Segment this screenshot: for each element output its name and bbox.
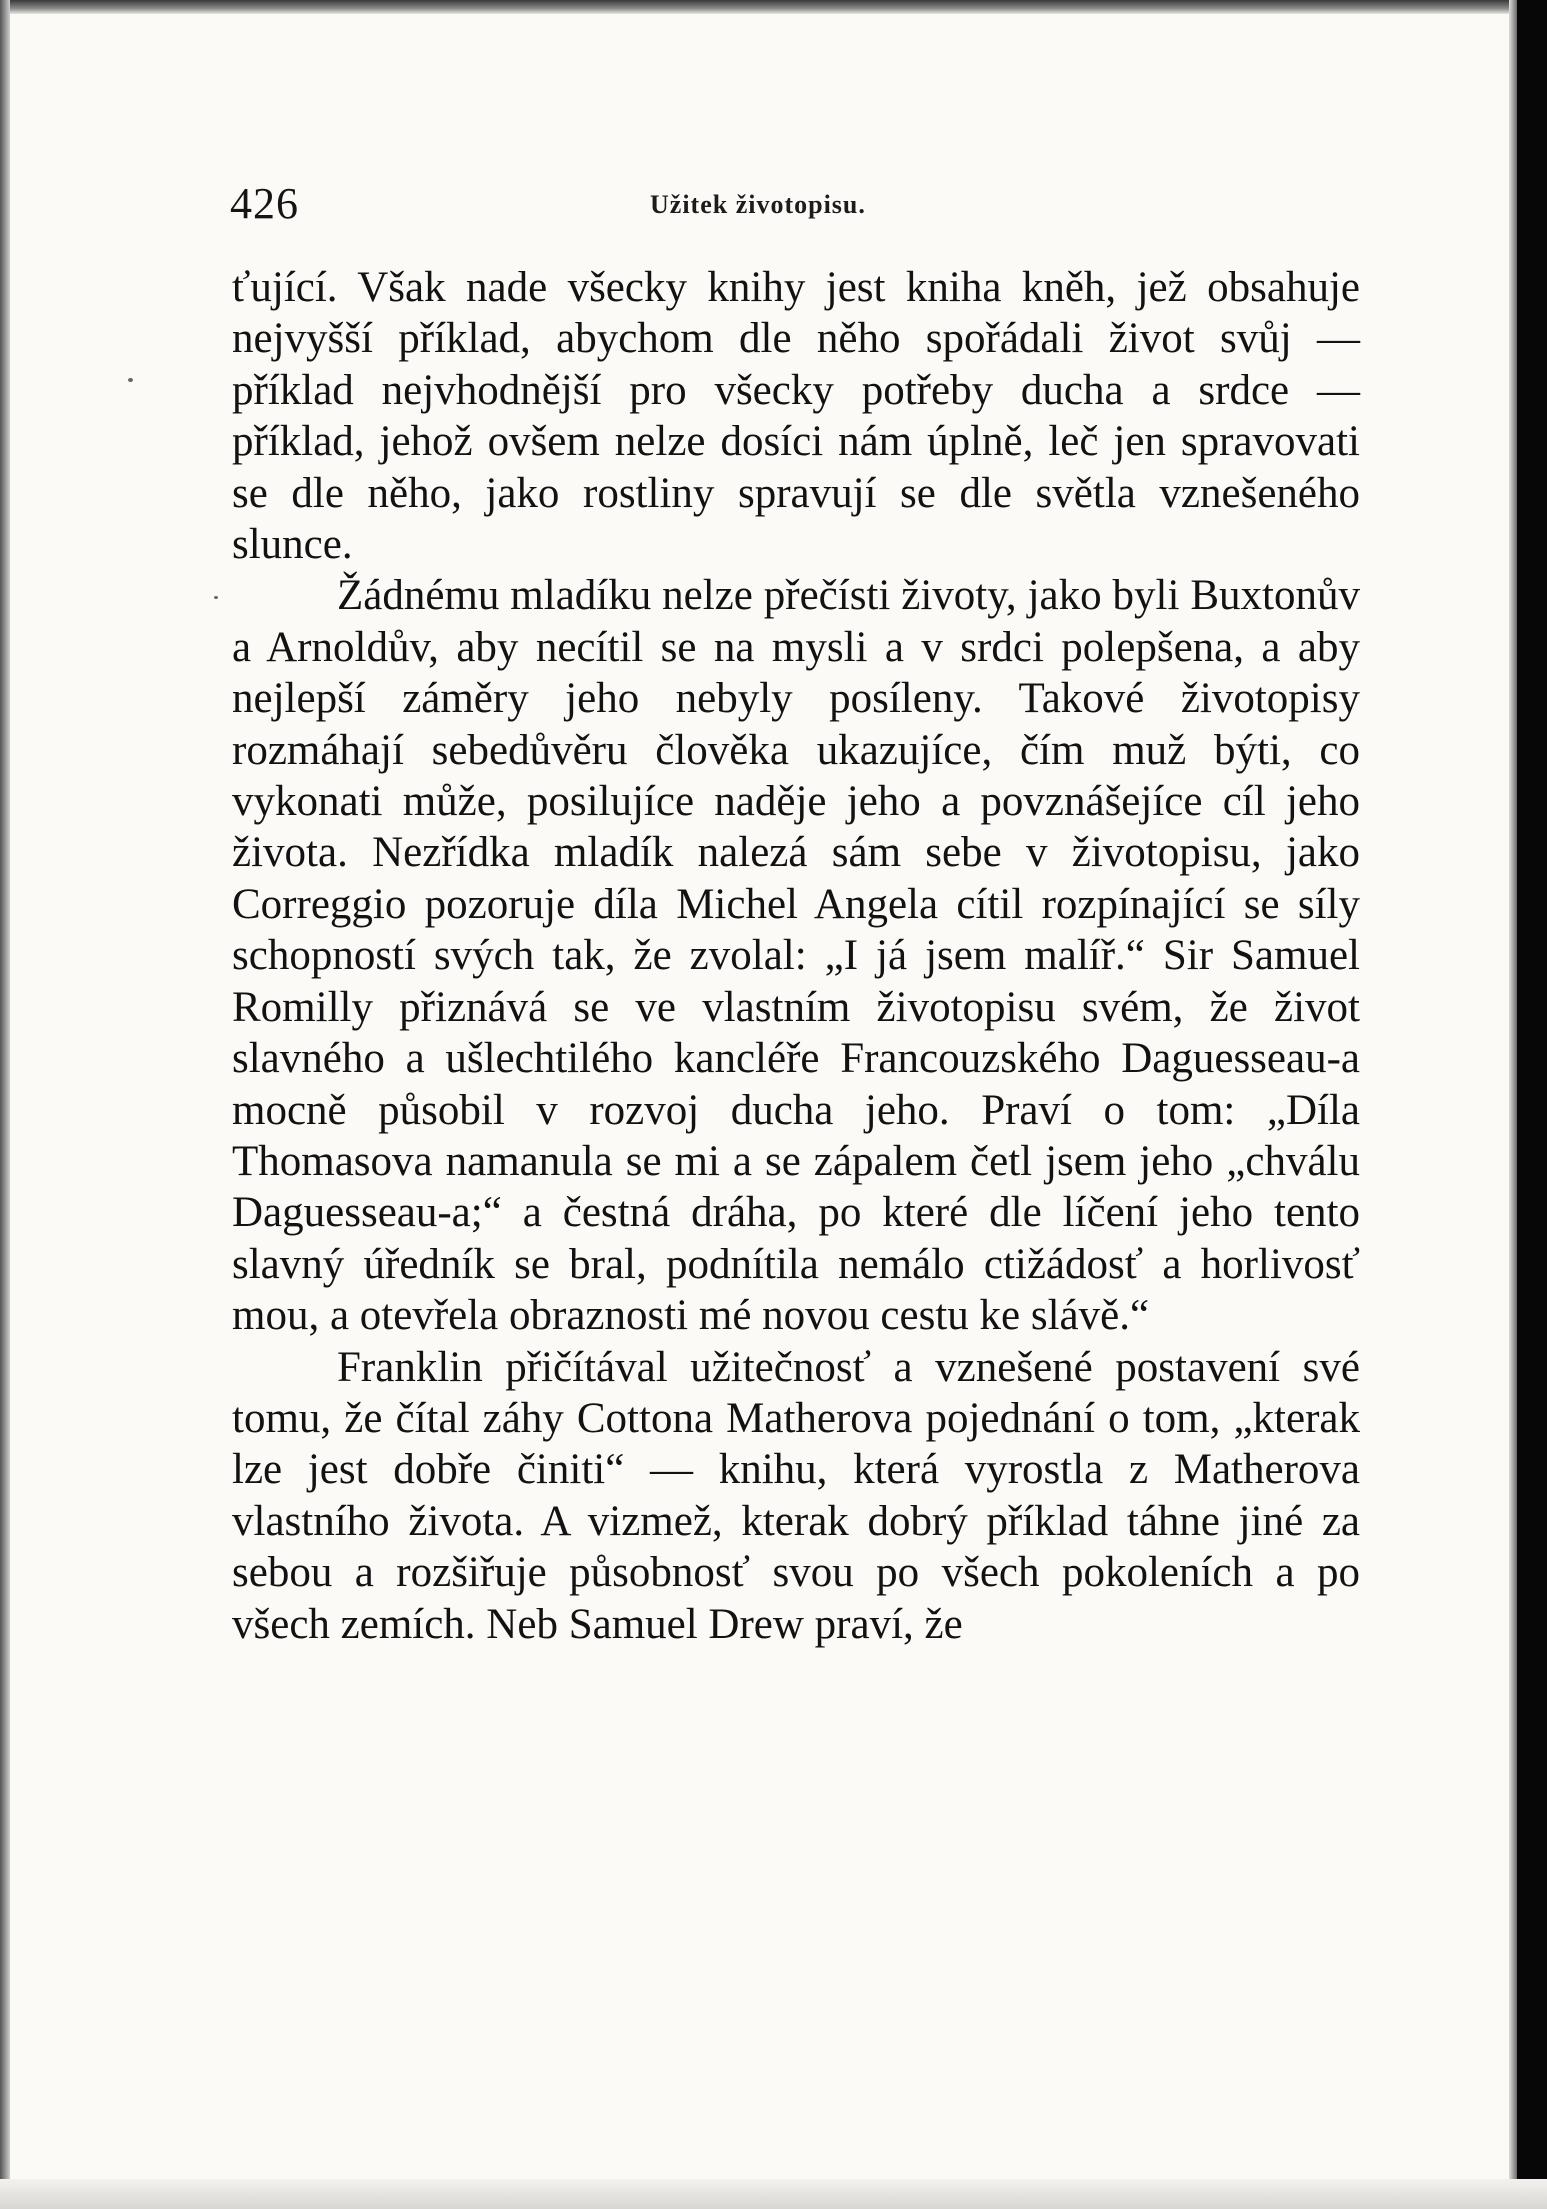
scan-right-shadow	[1509, 0, 1517, 2209]
paragraph-continued: ťující. Však nade všecky knihy jest kniha kněh, jež obsahuje nejvyšší příklad, abychom dle něho spořádali život svůj — příklad nejvhodnější pro všecky potřeby ducha a srdce — příklad, jehož ovšem nelze dosíci nám úplně, leč jen spravovati se dle něho, jako rostliny spravují se dle světla vznešeného slunce.	[232, 264, 1360, 569]
paragraph: Žádnému mladíku nelze přečísti životy, jako byli Buxtonův a Arnoldův, aby necítil se na mysli a v srdci polepšena, a aby nejlepší záměry jeho nebyly posíleny. Takové životopisy rozmáhají sebedůvěru člověka ukazujíce, čím muž býti, co vykonati může, posilujíce naděje jeho a povznášejíce cíl jeho života. Nezřídka mladík nalezá sám sebe v životopisu, jako Correggio pozoruje díla Michel Angela cítil rozpínající se síly schopností svých tak, že zvolal: „I já jsem malíř.“ Sir Samuel Romilly přiznává se ve vlastním životopisu svém, že život slavného a ušlechtilého kancléře Francouzského Daguesseau-a mocně působil v rozvoj ducha jeho. Praví o tom: „Díla Thomasova namanula se mi a se zápalem četl jsem jeho „chválu Daguesseau-a;“ a čestná dráha, po které dle líčení jeho tento slavný úředník se bral, podnítila nemálo ctižádosť a horlivosť mou, a otevřela obraznosti mé novou cestu ke slávě.“	[232, 572, 1360, 1340]
page-header	[230, 178, 1360, 238]
body-text	[232, 262, 1360, 2002]
page-number: 426	[230, 179, 299, 228]
paragraph: Franklin přičítával užitečnosť a vznešené postavení své tomu, že čítal záhy Cottona Matherova pojednání o tom, „kterak lze jest dobře činiti“ — knihu, která vyrostla z Matherova vlastního života. A vizmež, kterak dobrý příklad táhne jiné za sebou a rozšiřuje působnosť svou po všech pokoleních a po všech zemích. Neb Samuel Drew praví, že	[232, 1343, 1360, 1648]
scan-right-edge	[1517, 0, 1547, 2209]
print-speck	[214, 596, 218, 599]
print-speck	[128, 378, 133, 382]
scan-left-edge	[0, 0, 10, 2209]
running-head: Užitek životopisu.	[650, 190, 866, 219]
scan-bottom-edge	[0, 2179, 1547, 2209]
scan-top-edge	[0, 0, 1547, 14]
